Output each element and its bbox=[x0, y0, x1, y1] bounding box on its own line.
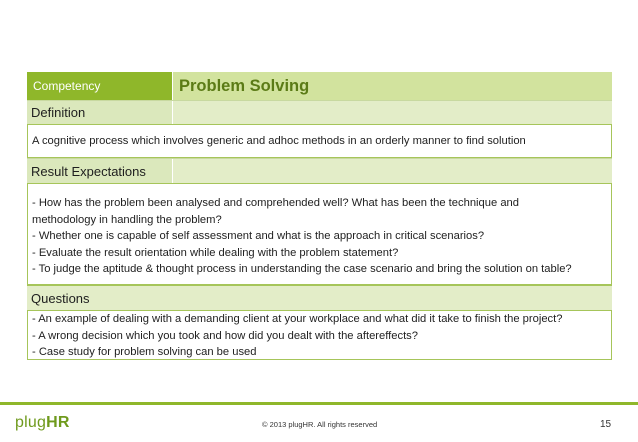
questions-content bbox=[27, 310, 612, 360]
competency-label: Competency bbox=[27, 72, 173, 100]
result-expectations-label-filler bbox=[173, 159, 612, 183]
competency-table bbox=[27, 72, 612, 360]
definition-label: Definition bbox=[27, 101, 173, 124]
question-line: - Case study for problem solving can be used bbox=[32, 346, 257, 359]
result-expectations-label: Result Expectations bbox=[27, 159, 173, 183]
competency-title: Problem Solving bbox=[173, 72, 612, 100]
page-number: 15 bbox=[600, 419, 612, 430]
result-expectation-line: - Whether one is capable of self assessment and what is the approach in critical scenarios? bbox=[32, 230, 485, 243]
result-expectation-line: - Evaluate the result orientation while dealing with the problem statement? bbox=[32, 246, 399, 259]
result-expectations-content bbox=[27, 183, 612, 285]
result-expectation-line: - How has the problem been analysed and comprehended well? What has been the technique and bbox=[32, 197, 519, 209]
question-line: - An example of dealing with a demanding client at your workplace and what did it take to finish the project? bbox=[32, 313, 563, 325]
definition-content bbox=[27, 124, 612, 158]
slide-footer bbox=[0, 405, 638, 442]
question-line: - A wrong decision which you took and how did you dealt with the aftereffects? bbox=[32, 329, 418, 342]
competency-header-row bbox=[27, 72, 612, 100]
questions-label: Questions bbox=[27, 286, 612, 310]
result-expectation-line: methodology in handling the problem? bbox=[32, 213, 222, 226]
definition-label-row bbox=[27, 100, 612, 124]
slide-top-bar bbox=[0, 0, 638, 26]
copyright-text: © 2013 plugHR. All rights reserved bbox=[262, 420, 378, 429]
result-expectations-label-row bbox=[27, 158, 612, 183]
definition-text: A cognitive process which involves generic and adhoc methods in an orderly manner to find solution bbox=[32, 134, 526, 147]
plughr-logo bbox=[15, 414, 70, 432]
result-expectation-line: - To judge the aptitude & thought process in understanding the case scenario and bring the solution on table? bbox=[32, 263, 572, 276]
questions-label-row bbox=[27, 285, 612, 310]
logo-suffix: HR bbox=[46, 414, 70, 431]
definition-label-filler bbox=[173, 101, 612, 124]
logo-prefix: plug bbox=[15, 414, 47, 431]
